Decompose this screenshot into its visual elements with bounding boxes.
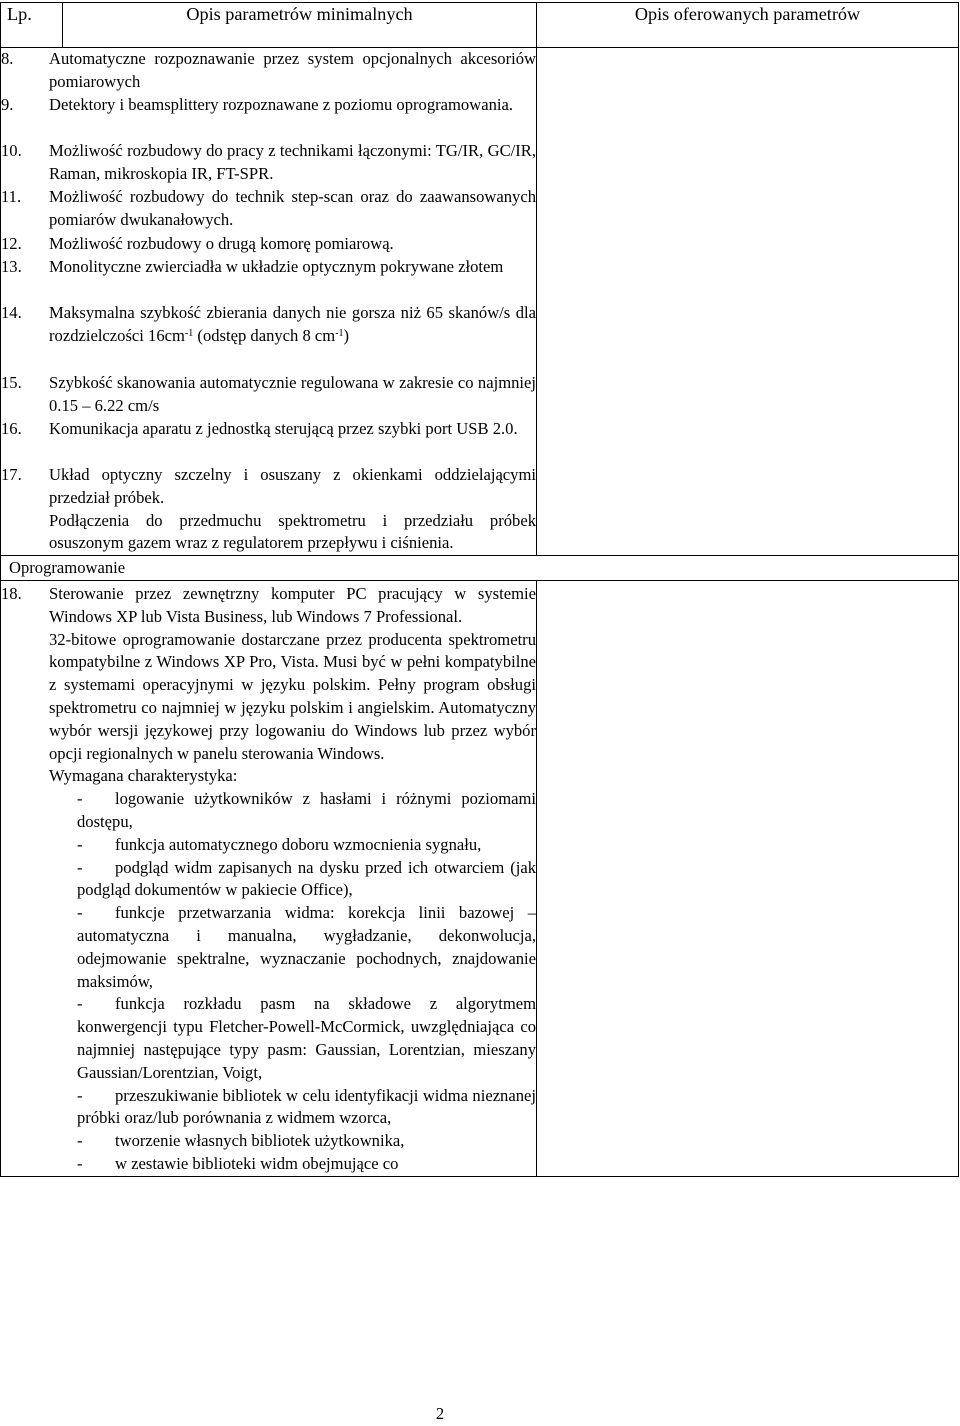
bullet-text: podgląd widm zapisanych na dysku przed ich otwarciem (jak podgląd dokumentów w pakiecie Office), [77, 857, 536, 900]
bullet-item [77, 993, 536, 1084]
bullet-item [77, 857, 536, 903]
item-text: Komunikacja aparatu z jednostką sterującą przez szybki port USB 2.0. [49, 419, 518, 438]
item-number: 17. [1, 465, 22, 484]
item-number: 15. [1, 373, 22, 392]
item-number: 13. [1, 257, 22, 276]
dash-bullet: - [77, 834, 83, 854]
item-text: Monolityczne zwierciadła w układzie optycznym pokrywane złotem [49, 257, 504, 276]
item-paragraph: Sterowanie przez zewnętrzny komputer PC pracujący w systemie Windows XP lub Vista Business, lub Windows 7 Professional. [49, 583, 536, 626]
dash-bullet: - [77, 903, 83, 923]
dash-bullet: - [77, 1153, 83, 1173]
header-row [1, 3, 959, 48]
list-item [1, 418, 536, 464]
item-text-part: Maksymalna szybkość zbierania danych nie gorsza niż 65 skanów/s dla rozdzielczości 16cm [49, 303, 536, 345]
offered-cell [537, 580, 959, 1176]
bullet-item [77, 1085, 536, 1131]
item-text: Możliwość rozbudowy do technik step-scan oraz do zaawansowanych pomiarów dwukanałowych. [49, 187, 536, 229]
item-number: 18. [1, 583, 22, 603]
bullet-text: w zestawie biblioteki widm obejmujące co [115, 1153, 399, 1173]
dash-bullet: - [77, 789, 83, 809]
bullet-item [77, 788, 536, 834]
item-text-block [49, 583, 536, 1176]
dash-bullet: - [77, 994, 83, 1014]
offered-cell [537, 48, 959, 556]
bullet-text: logowanie użytkowników z hasłami i różnymi poziomami dostępu, [77, 789, 536, 831]
item-number: 8. [1, 49, 14, 68]
superscript: -1 [335, 327, 344, 339]
item-number: 11. [1, 187, 22, 206]
list-item [1, 302, 536, 372]
item-text-block [49, 464, 536, 555]
specification-table [0, 2, 959, 1177]
list-item [1, 94, 536, 140]
item-number: 9. [1, 95, 14, 114]
bullet-text: tworzenie własnych bibliotek użytkownika, [115, 1131, 405, 1151]
header-lp: Lp. [1, 3, 63, 48]
bullet-text: funkcja automatycznego doboru wzmocnienia sygnału, [115, 834, 482, 854]
bullet-text: przeszukiwanie bibliotek w celu identyfikacji widma nieznanej próbki oraz/lub porównania z widmem wzorca, [77, 1085, 536, 1128]
superscript: -1 [184, 327, 194, 339]
list-item [1, 256, 536, 302]
bullet-item [77, 1153, 536, 1176]
section-heading: Oprogramowanie [1, 556, 959, 581]
item-text: Układ optyczny szczelny i osuszany z okienkami oddzielającymi przedział próbek. [49, 465, 536, 507]
item-text-part: (odstęp danych 8 cm [193, 325, 336, 345]
item-text: Detektory i beamsplittery rozpoznawane z poziomu oprogramowania. [49, 95, 514, 114]
list-item [1, 464, 536, 555]
bullet-item [77, 1130, 536, 1153]
item-number: 16. [1, 419, 22, 438]
item-text: Szybkość skanowania automatycznie regulowana w zakresie co najmniej 0.15 – 6.22 cm/s [49, 373, 536, 415]
item-text: Podłączenia do przedmuchu spektrometru i przedziału próbek osuszonym gazem wraz z regulatorem przepływu i ciśnienia. [49, 510, 536, 553]
list-item [1, 140, 536, 186]
bullet-text: funkcja rozkładu pasm na składowe z algorytmem konwergencji typu Fletcher-Powell-McCormick, uwzględniająca co najmniej następujące typy pasm: Gaussian, Lorentzian, mieszany Gaussian/Lorentzian, Voigt, [77, 994, 536, 1082]
dash-bullet: - [77, 857, 83, 877]
item18-row [1, 580, 959, 1176]
bullet-text: funkcje przetwarzania widma: korekcja linii bazowej – automatyczna i manualna, wygładzanie, dekonwolucja, odejmowanie spektralne, wyznaczanie pochodnych, znajdowanie maksimów, [77, 903, 536, 991]
header-offered-params: Opis oferowanych parametrów [537, 3, 959, 48]
requirements-title: Wymagana charakterystyka: [49, 766, 238, 786]
item-text: Możliwość rozbudowy do pracy z technikami łączonymi: TG/IR, GC/IR, Raman, mikroskopia IR, FT-SPR. [49, 141, 536, 183]
section-row [1, 556, 959, 581]
item-text: Automatyczne rozpoznawanie przez system opcjonalnych akcesoriów pomiarowych [49, 49, 536, 91]
items-row [1, 48, 959, 556]
header-min-params: Opis parametrów minimalnych [63, 3, 537, 48]
list-item [1, 583, 536, 1176]
dash-bullet: - [77, 1085, 83, 1105]
item-text-part: ) [343, 325, 350, 345]
dash-bullet: - [77, 1131, 83, 1151]
items-cell [1, 48, 537, 556]
item-paragraph: 32-bitowe oprogramowanie dostarczane przez producenta spektrometru kompatybilne z Windows XP Pro, Vista. Musi być w pełni kompatybilne z systemami operacyjnymi w języku polskim. Pełny program obsługi spektrometru co najmniej w języku polskim i angielskim. Automatyczny wybór wersji językowej przy logowaniu do Windows lub przez wybór opcji regionalnych w panelu sterowania Windows. [49, 629, 536, 763]
item-number: 14. [1, 303, 22, 322]
list-item [1, 48, 536, 94]
item-text: Możliwość rozbudowy o drugą komorę pomiarową. [49, 234, 394, 253]
bullet-item [77, 834, 536, 857]
list-item [1, 372, 536, 418]
item-text [49, 302, 536, 372]
item18-cell [1, 580, 537, 1176]
item-number: 10. [1, 141, 22, 160]
item-number: 12. [1, 234, 22, 253]
list-item [1, 186, 536, 233]
bullet-item [77, 902, 536, 993]
page-number: 2 [435, 1404, 445, 1423]
list-item [1, 233, 536, 256]
